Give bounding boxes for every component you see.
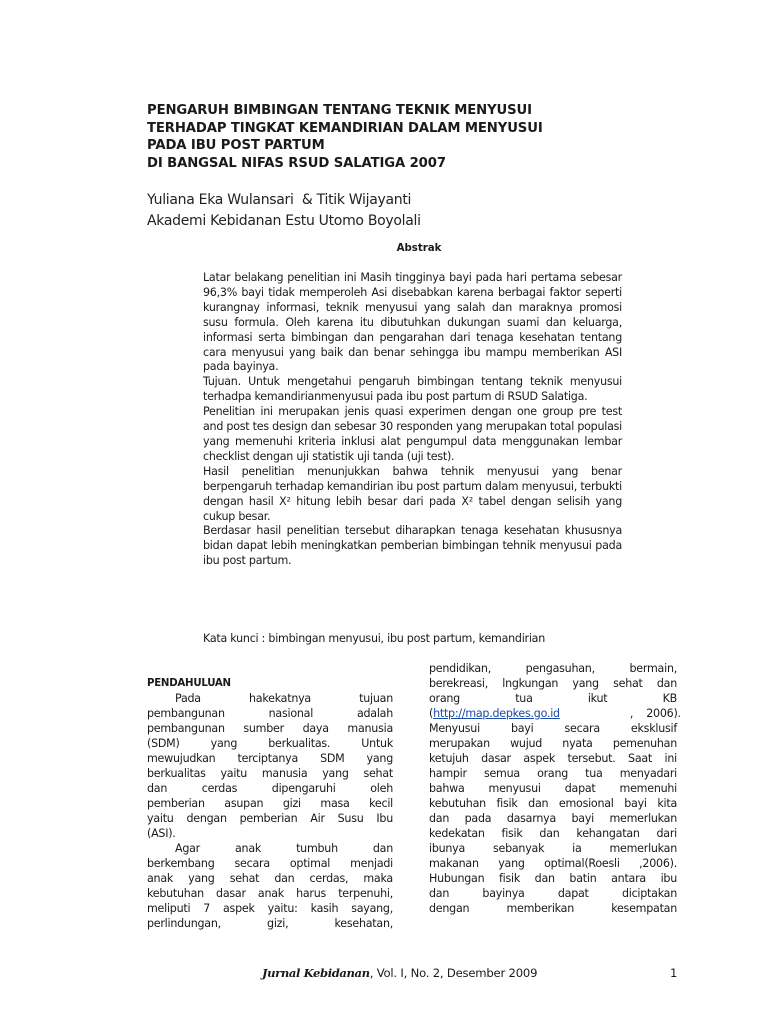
body-line: pemberian asupan gizi masa kecil [147, 797, 393, 810]
abstract-paragraph: Latar belakang penelitian ini Masih tingginya bayi pada hari pertama sebesar 96,3% bayi tidak memperoleh Asi disebabkan karena berbagai faktor seperti kurangnay informasi, teknik menyusui yang salah dan maraknya promosi susu formula. Oleh karena itu dibutuhkan dukungan suami dan keluarga, informasi serta bimbingan dan pengarahan dari tenaga kesehatan tentang cara menyusui yang baik dan benar sehingga ibu mampu memberikan ASI pada bayinya. [203, 271, 622, 374]
citation-year: , 2006). [629, 707, 681, 720]
body-line: pembangunan nasional adalah [147, 707, 393, 720]
body-line: berkembang secara optimal menjadi [147, 857, 393, 870]
title-line: TERHADAP TINGKAT KEMANDIRIAN DALAM MENYUSUI [147, 120, 543, 136]
body-line: dan pada dasarnya bayi memerlukan [429, 812, 677, 825]
body-line: orang tua ikut KB [429, 692, 677, 705]
body-line: anak yang sehat dan cerdas, maka [147, 872, 393, 885]
title-line: DI BANGSAL NIFAS RSUD SALATIGA 2007 [147, 155, 446, 171]
author-names: Yuliana Eka Wulansari & Titik Wijayanti [147, 192, 412, 208]
keywords: Kata kunci : bimbingan menyusui, ibu post partum, kemandirian [203, 632, 546, 645]
abstract-paragraph: Penelitian ini merupakan jenis quasi experimen dengan one group pre test and post tes design dan sebesar 30 responden yang merupakan total populasi yang memenuhi kriteria inklusi alat pengumpul data menggunakan lembar checklist dengan uji statistik uji tanda (uji test). [203, 405, 622, 463]
body-line: yaitu dengan pemberian Air Susu Ibu [147, 812, 393, 825]
body-line: perlindungan, gizi, kesehatan, [147, 917, 393, 930]
abstract-paragraph: Berdasar hasil penelitian tersebut diharapkan tenaga kesehatan khususnya bidan dapat lebih meningkatkan pemberian bimbingan tehnik menyusui pada ibu post partum. [203, 524, 622, 568]
left-column [147, 676, 393, 931]
body-line: kebutuhan fisik dan emosional bayi kita [429, 797, 677, 810]
section-heading: PENDAHULUAN [147, 678, 231, 689]
body-line: Hubungan fisik dan batin antara ibu [429, 872, 677, 885]
page-footer [262, 966, 562, 980]
body-line: makanan yang optimal(Roesli ,2006). [429, 857, 677, 870]
body-line: Menyusui bayi secara eksklusif [429, 722, 677, 735]
body-line: pendidikan, pengasuhan, bermain, [429, 662, 677, 675]
body-line: mewujudkan terciptanya SDM yang [147, 752, 393, 765]
abstract-heading: Abstrak [396, 243, 442, 254]
body-line: dan bayinya dapat diciptakan [429, 887, 677, 900]
body-line-with-link [429, 706, 681, 721]
body-line: ketujuh dasar aspek tersebut. Saat ini [429, 752, 677, 765]
body-line: meliputi 7 aspek yaitu: kasih sayang, [147, 902, 393, 915]
depkes-link[interactable]: http://map.depkes.go.id [433, 707, 560, 720]
body-line: dan cerdas dipengaruhi oleh [147, 782, 393, 795]
body-line: berkualitas yaitu manusia yang sehat [147, 767, 393, 780]
journal-name: Jurnal Kebidanan [262, 966, 370, 980]
paper-title [147, 102, 667, 172]
abstract-body [203, 271, 622, 569]
page-number: 1 [670, 966, 678, 980]
body-line: ibunya sebanyak ia memerlukan [429, 842, 677, 855]
body-line: Agar anak tumbuh dan [175, 842, 393, 855]
body-line: dengan memberikan kesempatan [429, 902, 677, 915]
body-line: (ASI). [147, 827, 176, 840]
paren-open: ( [429, 707, 434, 720]
body-line: Pada hakekatnya tujuan [175, 692, 393, 705]
body-line: hampir semua orang tua menyadari [429, 767, 677, 780]
body-line: bahwa menyusui dapat memenuhi [429, 782, 677, 795]
abstract-paragraph: Hasil penelitian menunjukkan bahwa tehnik menyusui yang benar berpengaruh terhadap kemandirian ibu post partum dalam menyusui, terbukti dengan hasil X² hitung lebih besar dari pada X² tabel dengan selisih yang cukup besar. [203, 464, 622, 523]
title-line: PENGARUH BIMBINGAN TENTANG TEKNIK MENYUSUI [147, 103, 532, 118]
body-line: pembangunan sumber daya manusia [147, 722, 393, 735]
body-line: kebutuhan dasar anak harus terpenuhi, [147, 887, 393, 900]
right-column [429, 661, 681, 916]
author-block [147, 190, 667, 232]
body-line: berekreasi, lngkungan yang sehat dan [429, 677, 677, 690]
body-line: (SDM) yang berkualitas. Untuk [147, 737, 393, 750]
author-affiliation: Akademi Kebidanan Estu Utomo Boyolali [147, 213, 421, 229]
body-line: merupakan wujud nyata pemenuhan [429, 737, 677, 750]
journal-details: , Vol. I, No. 2, Desember 2009 [369, 966, 538, 980]
abstract-paragraph: Tujuan. Untuk mengetahui pengaruh bimbingan tentang teknik menyusui terhadpa kemandirianmenyusui pada ibu post partum di RSUD Salatiga. [203, 375, 622, 404]
title-line: PADA IBU POST PARTUM [147, 138, 325, 154]
body-line: kedekatan fisik dan kehangatan dari [429, 827, 677, 840]
